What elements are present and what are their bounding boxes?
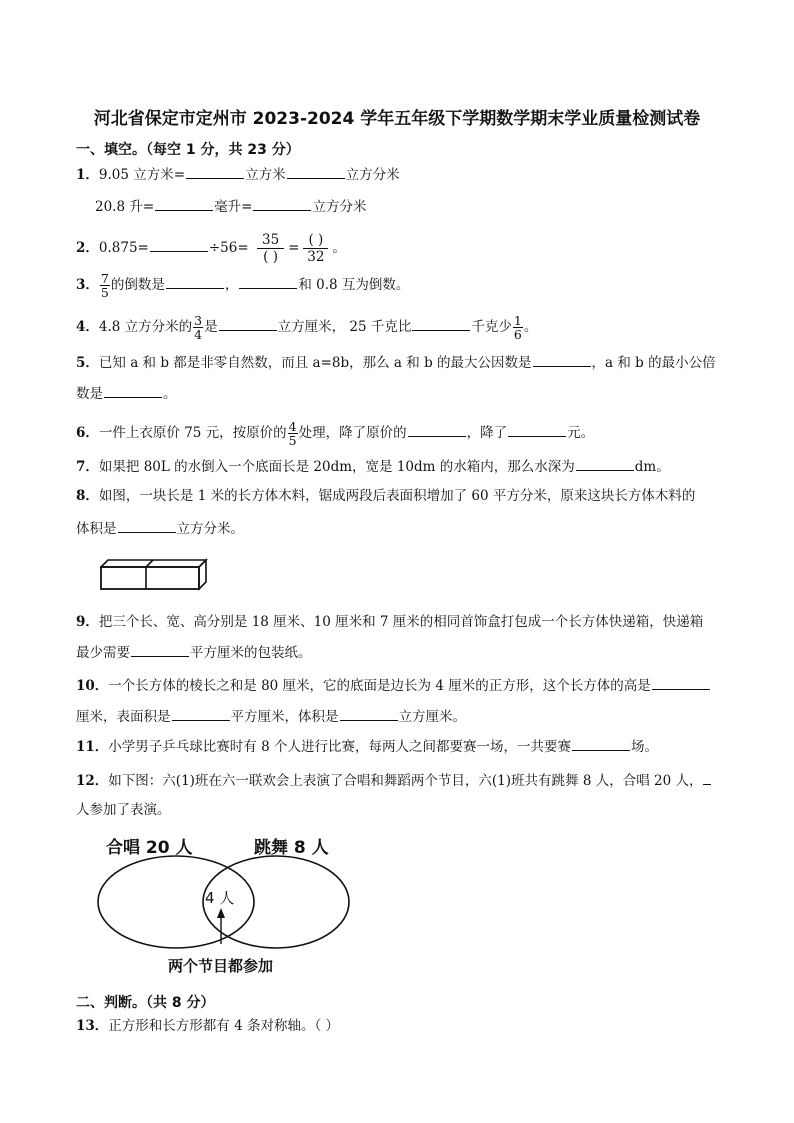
text: 场。 <box>630 739 658 755</box>
text: 平方厘米的包装纸。 <box>190 645 312 661</box>
text: 9.05 立方米= <box>98 167 186 183</box>
answer-blank[interactable] <box>104 383 162 398</box>
question-5-line-2 <box>76 383 177 404</box>
text: 20.8 升= <box>95 199 155 215</box>
answer-blank[interactable] <box>186 164 244 179</box>
text: dm。 <box>634 459 670 475</box>
answer-blank[interactable] <box>287 164 345 179</box>
denominator: 32 <box>307 249 325 265</box>
section-judgment-heading: 二、判断。（共 8 分） <box>76 995 215 1011</box>
answer-blank[interactable] <box>118 518 176 533</box>
text: 立方分米 <box>312 199 367 215</box>
text: 厘米，表面积是 <box>76 709 171 725</box>
numerator[interactable]: ( ) <box>303 232 328 249</box>
question-number: 12． <box>76 773 109 789</box>
answer-blank[interactable] <box>150 237 208 252</box>
fraction <box>257 232 284 265</box>
question-10-line-2 <box>76 706 466 727</box>
text: 已知 a 和 b 都是非零自然数，而且 a=8b，那么 a 和 b 的最大公因数是 <box>98 355 532 371</box>
fraction <box>193 314 203 341</box>
question-number: 11． <box>76 739 109 755</box>
question-number: 4． <box>76 319 99 335</box>
denominator: 5 <box>288 433 297 448</box>
text: 的倒数是 <box>110 277 165 293</box>
text: 元。 <box>567 425 595 441</box>
question-number: 1． <box>76 167 99 183</box>
text: 立方米 <box>245 167 286 183</box>
denominator: 6 <box>513 327 522 342</box>
answer-blank[interactable] <box>572 736 630 751</box>
text: 人参加了表演。 <box>76 802 171 818</box>
question-number: 7． <box>76 459 99 475</box>
text: ，降了 <box>466 425 508 441</box>
answer-blank[interactable] <box>131 642 189 657</box>
text: 小学男子乒乓球比赛时有 8 个人进行比赛，每两人之间都要赛一场，一共要赛 <box>108 739 571 755</box>
answer-blank[interactable] <box>408 422 466 437</box>
question-2 <box>76 232 346 265</box>
text: ÷56= <box>208 240 249 256</box>
question-1-line-2 <box>95 196 366 217</box>
numerator: 4 <box>288 419 297 434</box>
text: 和 0.8 互为倒数。 <box>298 277 410 293</box>
numerator: 3 <box>194 313 203 328</box>
venn-diagram <box>96 830 366 980</box>
venn-bottom-label: 两个节目都参加 <box>168 957 274 975</box>
text: 一个长方体的棱长之和是 80 厘米，它的底面是边长为 4 厘米的正方形，这个长方体的高是 <box>108 678 651 694</box>
text: 如果把 80L 的水倒入一个底面长是 20dm，宽是 10dm 的水箱内，那么水深为 <box>98 459 575 475</box>
fraction <box>303 232 328 265</box>
question-number: 3． <box>76 277 99 293</box>
text: 一件上衣原价 75 元，按原价的 <box>98 425 287 441</box>
text: 立方厘米。 <box>398 709 466 725</box>
venn-right-label: 跳舞 8 人 <box>254 838 329 858</box>
text: 数是 <box>76 386 103 402</box>
answer-blank[interactable] <box>703 770 711 785</box>
answer-blank[interactable] <box>533 352 591 367</box>
question-12-line-1 <box>76 770 712 791</box>
text: 立方分米 <box>345 167 400 183</box>
question-8-line-1 <box>76 486 695 506</box>
text: 体积是 <box>76 521 117 537</box>
question-4 <box>76 314 537 341</box>
cuboid-side-face <box>199 560 206 589</box>
denominator: 5 <box>100 285 109 300</box>
question-number: 5． <box>76 355 99 371</box>
question-11 <box>76 736 658 757</box>
text: 把三个长、宽、高分别是 18 厘米、10 厘米和 7 厘米的相同首饰盒打包成一个长方体快递箱，快递箱 <box>98 614 704 630</box>
numerator: 35 <box>257 232 284 249</box>
answer-blank[interactable] <box>253 196 311 211</box>
section-fill-blank-heading: 一、填空。（每空 1 分，共 23 分） <box>76 142 300 158</box>
cuboid-wood-figure <box>100 558 210 592</box>
text: 处理，降了原价的 <box>298 425 407 441</box>
question-12-line-2 <box>76 800 171 820</box>
question-number: 9． <box>76 614 99 630</box>
text: 4.8 立方分米的 <box>98 319 193 335</box>
cut-line-top <box>146 560 153 567</box>
answer-blank[interactable] <box>219 316 277 331</box>
exam-title: 河北省保定市定州市 2023-2024 学年五年级下学期数学期末学业质量检测试卷 <box>93 109 701 129</box>
question-3 <box>76 272 409 299</box>
answer-blank[interactable] <box>576 456 634 471</box>
text: 千克少 <box>471 319 512 335</box>
answer-blank[interactable] <box>239 274 297 289</box>
text: 毫升= <box>214 199 253 215</box>
text: 如下图：六(1)班在六一联欢会上表演了合唱和舞蹈两个节目，六(1)班共有跳舞 8 人，合唱 20 人， <box>108 773 703 789</box>
denominator[interactable]: ( ) <box>263 249 278 265</box>
text: ， <box>224 277 239 293</box>
answer-blank[interactable] <box>340 706 398 721</box>
question-number: 6． <box>76 425 99 441</box>
text: 最少需要 <box>76 645 130 661</box>
question-7 <box>76 456 670 477</box>
text: 如图，一块长是 1 米的长方体木料，锯成两段后表面积增加了 60 平方分米，原来这块长方体木料的 <box>98 488 696 504</box>
text: = <box>288 240 300 256</box>
answer-blank[interactable] <box>172 706 230 721</box>
question-6 <box>76 420 594 447</box>
cuboid-front-face <box>101 567 199 589</box>
text[interactable]: 正方形和长方形都有 4 条对称轴。（ ） <box>108 1018 340 1034</box>
numerator: 7 <box>100 271 109 286</box>
question-8-line-2 <box>76 518 244 539</box>
answer-blank[interactable] <box>155 196 213 211</box>
text: 。 <box>332 240 346 256</box>
fraction <box>513 314 523 341</box>
denominator: 4 <box>194 327 203 342</box>
question-number: 8． <box>76 488 99 504</box>
text: 。 <box>523 319 538 335</box>
venn-center-label: 4 人 <box>205 889 235 907</box>
arrow-head-icon <box>217 908 225 918</box>
question-number: 13． <box>76 1018 109 1034</box>
answer-blank[interactable] <box>652 675 710 690</box>
question-number: 10． <box>76 678 109 694</box>
text: 。 <box>163 386 177 402</box>
text: 0.875= <box>98 240 149 256</box>
venn-left-label: 合唱 20 人 <box>106 838 193 858</box>
question-5-line-1 <box>76 352 716 373</box>
fraction <box>288 420 298 447</box>
numerator: 1 <box>513 313 522 328</box>
question-9-line-2 <box>76 642 312 663</box>
text: 立方分米。 <box>176 521 244 537</box>
text: ，a 和 b 的最小公倍 <box>591 355 716 371</box>
answer-blank[interactable] <box>412 316 470 331</box>
question-number: 2． <box>76 240 99 256</box>
answer-blank[interactable] <box>166 274 224 289</box>
cuboid-top-face <box>101 560 206 567</box>
question-13 <box>76 1016 339 1036</box>
question-9-line-1 <box>76 612 703 632</box>
text: 平方厘米，体积是 <box>230 709 339 725</box>
answer-blank[interactable] <box>508 422 566 437</box>
question-1-line-1 <box>76 164 400 185</box>
fraction <box>100 272 110 299</box>
question-10-line-1 <box>76 675 711 696</box>
text: 立方厘米， 25 千克比 <box>277 319 412 335</box>
text: 是 <box>204 319 218 335</box>
